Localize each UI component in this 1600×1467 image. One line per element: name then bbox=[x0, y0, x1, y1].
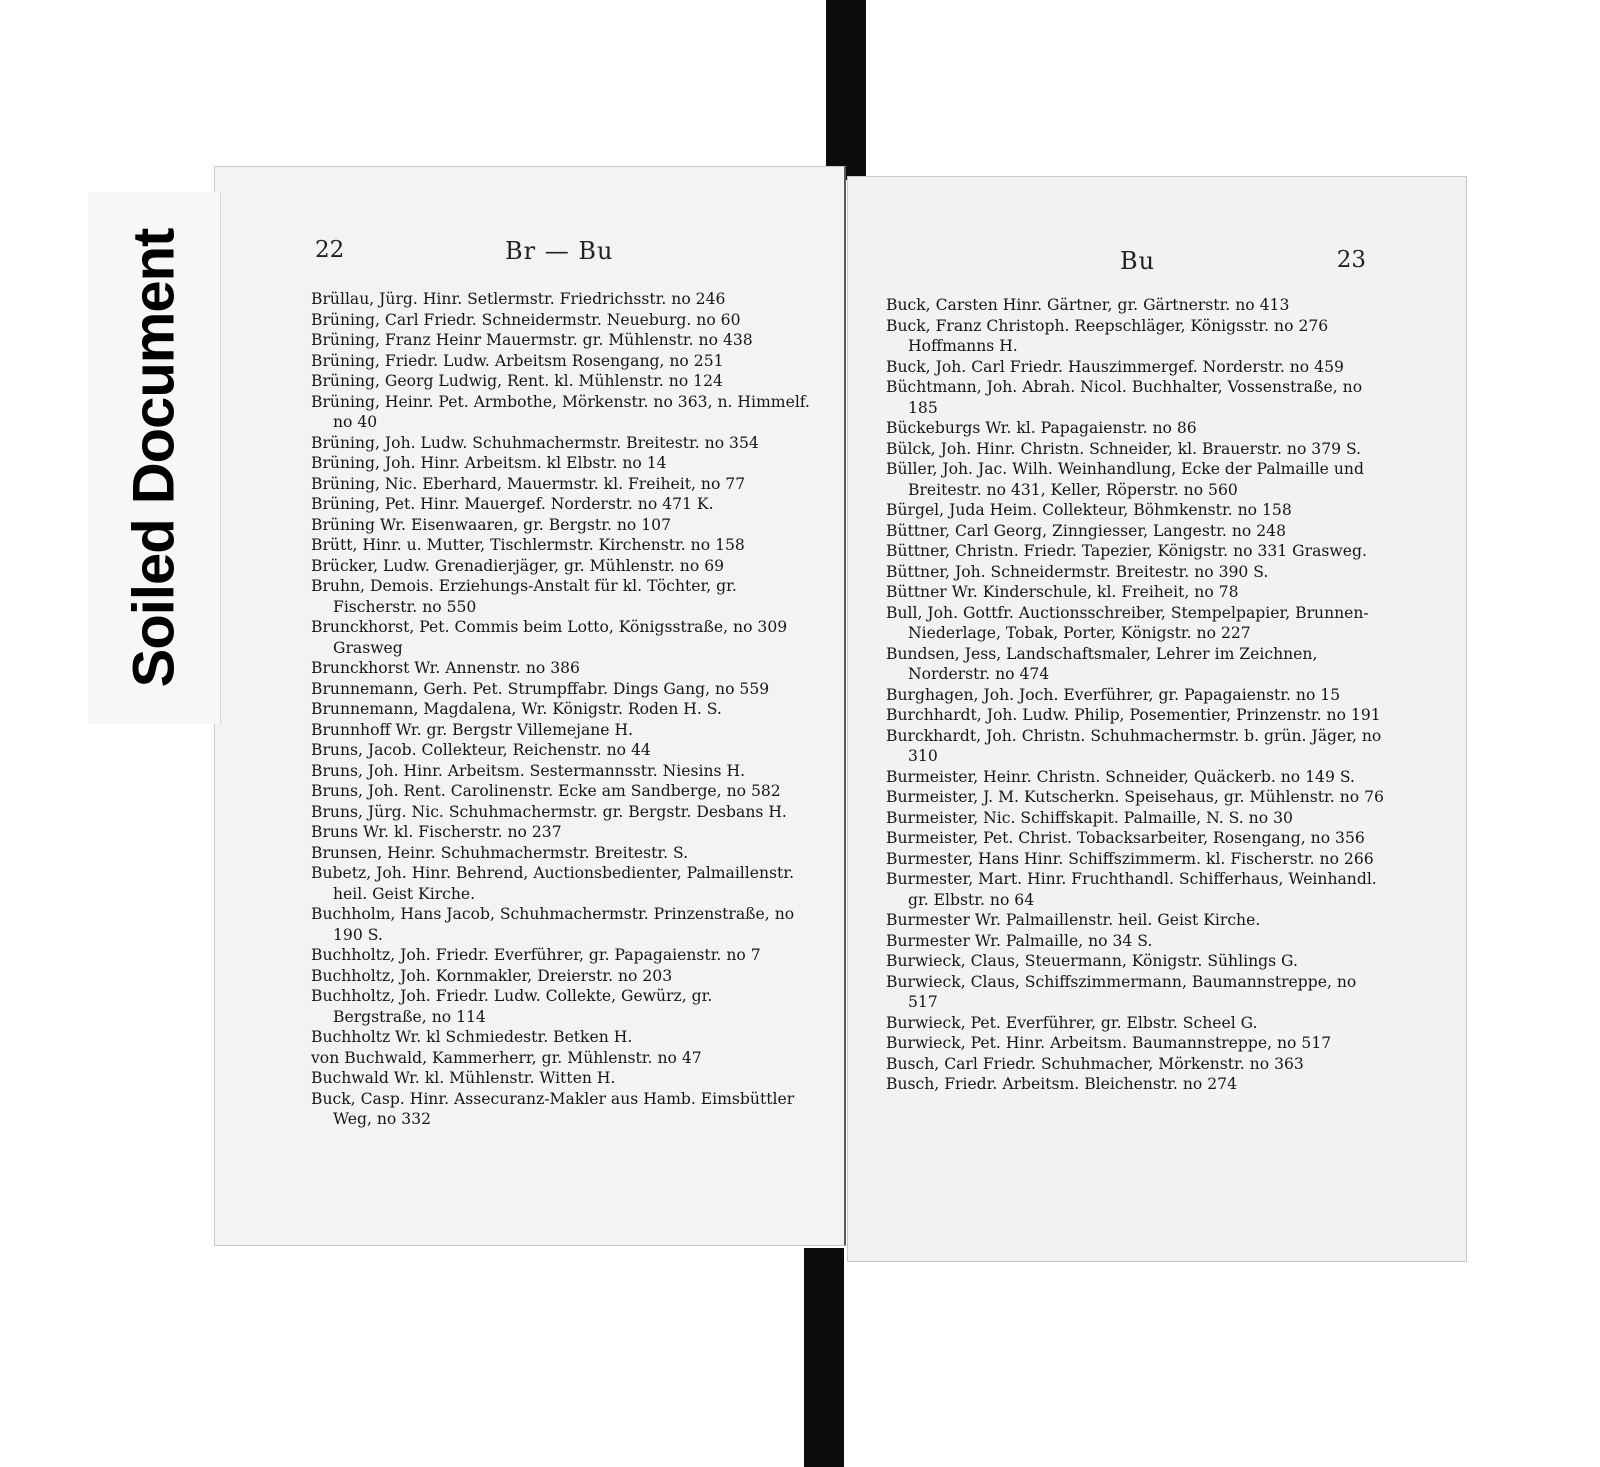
directory-entry: Burwieck, Pet. Everführer, gr. Elbstr. Scheel G. bbox=[886, 1013, 1258, 1032]
directory-entry: Brüning, Franz Heinr Mauermstr. gr. Mühlenstr. no 438 bbox=[311, 331, 753, 349]
directory-entry: Brüning, Heinr. Pet. Armbothe, Mörkenstr. no 363, n. Himmelf. no 40 bbox=[311, 392, 810, 431]
directory-entry: Burmeister, Pet. Christ. Tobacksarbeiter, Rosengang, no 356 bbox=[886, 829, 1365, 847]
directory-entry: Brüning, Friedr. Ludw. Arbeitsm Rosengang, no 251 bbox=[311, 351, 724, 370]
directory-entry: Buck, Carsten Hinr. Gärtner, gr. Gärtnerstr. no 413 bbox=[886, 296, 1290, 314]
directory-entry: Brüning, Pet. Hinr. Mauergef. Norderstr. no 471 K. bbox=[311, 495, 714, 513]
directory-entry: Büttner, Carl Georg, Zinngiesser, Langestr. no 248 bbox=[886, 521, 1286, 540]
directory-entry: Buck, Joh. Carl Friedr. Hauszimmergef. Norderstr. no 459 bbox=[886, 357, 1344, 376]
left-page bbox=[214, 166, 846, 1246]
running-head: Bu bbox=[1120, 247, 1156, 275]
directory-entry: Burmester, Hans Hinr. Schiffszimmerm. kl. Fischerstr. no 266 bbox=[886, 849, 1374, 868]
directory-entry: Burmeister, Heinr. Christn. Schneider, Quäckerb. no 149 S. bbox=[886, 767, 1355, 786]
directory-entry: Büttner Wr. Kinderschule, kl. Freiheit, no 78 bbox=[886, 583, 1239, 601]
left-page-header bbox=[215, 237, 844, 277]
binding-spine-bottom bbox=[804, 1248, 844, 1467]
directory-entry: Burwieck, Claus, Steuermann, Königstr. Sühlings G. bbox=[886, 952, 1298, 970]
directory-entry: Bülck, Joh. Hinr. Christn. Schneider, kl. Brauerstr. no 379 S. bbox=[886, 439, 1362, 458]
directory-entry: Burghagen, Joh. Joch. Everführer, gr. Papagaienstr. no 15 bbox=[886, 685, 1341, 704]
directory-entry: Brüning, Joh. Hinr. Arbeitsm. kl Elbstr. no 14 bbox=[311, 454, 667, 472]
directory-entry: Bruns, Jürg. Nic. Schuhmachermstr. gr. Bergstr. Desbans H. bbox=[311, 802, 787, 821]
directory-entry: Busch, Carl Friedr. Schuhmacher, Mörkenstr. no 363 bbox=[886, 1054, 1304, 1073]
directory-entry: Buchholm, Hans Jacob, Schuhmachermstr. Prinzenstraße, no 190 S. bbox=[311, 905, 795, 944]
directory-entry: Brunnhoff Wr. gr. Bergstr Villemejane H. bbox=[311, 720, 634, 739]
directory-entry: von Buchwald, Kammerherr, gr. Mühlenstr. no 47 bbox=[311, 1048, 702, 1067]
directory-entry: Bruns, Joh. Rent. Carolinenstr. Ecke am Sandberge, no 582 bbox=[311, 782, 781, 800]
directory-entry: Bruns, Joh. Hinr. Arbeitsm. Sestermannsstr. Niesins H. bbox=[311, 761, 746, 780]
directory-entry: Burmester Wr. Palmaillenstr. heil. Geist Kirche. bbox=[886, 911, 1261, 929]
directory-entry: Buck, Casp. Hinr. Assecuranz-Makler aus Hamb. Eimsbüttler Weg, no 332 bbox=[311, 1089, 795, 1128]
directory-entry: Burwieck, Pet. Hinr. Arbeitsm. Baumannstreppe, no 517 bbox=[886, 1034, 1332, 1052]
page-number: 22 bbox=[315, 237, 345, 263]
directory-entry: Busch, Friedr. Arbeitsm. Bleichenstr. no 274 bbox=[886, 1075, 1237, 1093]
directory-entry: Brüning, Carl Friedr. Schneidermstr. Neueburg. no 60 bbox=[311, 310, 741, 329]
directory-entry: Burckhardt, Joh. Christn. Schuhmachermstr. b. grün. Jäger, no 310 bbox=[886, 726, 1382, 765]
directory-entry: Brütt, Hinr. u. Mutter, Tischlermstr. Kirchenstr. no 158 bbox=[311, 536, 745, 554]
directory-entry: Bückeburgs Wr. kl. Papagaienstr. no 86 bbox=[886, 419, 1197, 437]
binding-spine-top bbox=[826, 0, 866, 180]
directory-entry: Bürgel, Juda Heim. Collekteur, Böhmkenstr. no 158 bbox=[886, 501, 1292, 519]
directory-entry: Bruns Wr. kl. Fischerstr. no 237 bbox=[311, 823, 562, 841]
directory-entry: Bubetz, Joh. Hinr. Behrend, Auctionsbedienter, Palmaillenstr. heil. Geist Kirche. bbox=[311, 864, 795, 903]
directory-entry: Burchhardt, Joh. Ludw. Philip, Posementier, Prinzenstr. no 191 bbox=[886, 706, 1381, 724]
directory-entry: Brüning, Georg Ludwig, Rent. kl. Mühlenstr. no 124 bbox=[311, 372, 723, 390]
directory-entry: Brüning, Joh. Ludw. Schuhmachermstr. Breitestr. no 354 bbox=[311, 433, 759, 452]
directory-entry: Burmeister, J. M. Kutscherkn. Speisehaus, gr. Mühlenstr. no 76 bbox=[886, 788, 1384, 806]
directory-entry: Bruhn, Demois. Erziehungs-Anstalt für kl. Töchter, gr. Fischerstr. no 550 bbox=[311, 577, 737, 616]
directory-entry: Brunnemann, Magdalena, Wr. Königstr. Roden H. S. bbox=[311, 700, 722, 718]
right-page-header bbox=[848, 247, 1466, 287]
directory-entry: Buchholtz, Joh. Kornmakler, Dreierstr. no 203 bbox=[311, 966, 673, 985]
directory-entry: Brunckhorst Wr. Annenstr. no 386 bbox=[311, 659, 580, 677]
directory-entry: Burmester, Mart. Hinr. Fruchthandl. Schifferhaus, Weinhandl. gr. Elbstr. no 64 bbox=[886, 870, 1377, 909]
directory-entry: Büttner, Christn. Friedr. Tapezier, Königstr. no 331 Grasweg. bbox=[886, 542, 1367, 560]
directory-entry: Büttner, Joh. Schneidermstr. Breitestr. no 390 S. bbox=[886, 562, 1269, 581]
directory-entry: Burmeister, Nic. Schiffskapit. Palmaille, N. S. no 30 bbox=[886, 808, 1293, 827]
directory-entry: Buchwald Wr. kl. Mühlenstr. Witten H. bbox=[311, 1069, 616, 1087]
directory-entry: Burmester Wr. Palmaille, no 34 S. bbox=[886, 931, 1153, 950]
directory-entry: Bruns, Jacob. Collekteur, Reichenstr. no 44 bbox=[311, 741, 651, 759]
entry-list bbox=[886, 295, 1386, 1095]
condition-label: Soiled Document bbox=[121, 228, 187, 688]
running-head: Br — Bu bbox=[505, 237, 614, 265]
directory-entry: Buchholtz, Joh. Friedr. Ludw. Collekte, Gewürz, gr. Bergstraße, no 114 bbox=[311, 987, 713, 1026]
directory-entry: Buchholtz, Joh. Friedr. Everführer, gr. Papagaienstr. no 7 bbox=[311, 946, 761, 964]
directory-entry: Buck, Franz Christoph. Reepschläger, Königsstr. no 276 Hoffmanns H. bbox=[886, 316, 1329, 355]
directory-entry: Büchtmann, Joh. Abrah. Nicol. Buchhalter, Vossenstraße, no 185 bbox=[886, 378, 1363, 417]
directory-entry: Brücker, Ludw. Grenadierjäger, gr. Mühlenstr. no 69 bbox=[311, 556, 725, 575]
right-page bbox=[847, 176, 1467, 1262]
page-number: 23 bbox=[1336, 247, 1366, 273]
directory-entry: Brüllau, Jürg. Hinr. Setlermstr. Friedrichsstr. no 246 bbox=[311, 290, 726, 308]
directory-entry: Brüning, Nic. Eberhard, Mauermstr. kl. Freiheit, no 77 bbox=[311, 474, 746, 493]
directory-entry: Brunsen, Heinr. Schuhmachermstr. Breitestr. S. bbox=[311, 843, 689, 862]
directory-entry: Bull, Joh. Gottfr. Auctionsschreiber, Stempelpapier, Brunnen-Niederlage, Tobak, Porter, Königstr. no 227 bbox=[886, 603, 1369, 642]
directory-entry: Büller, Joh. Jac. Wilh. Weinhandlung, Ecke der Palmaille und Breitestr. no 431, Keller, Röperstr. no 560 bbox=[886, 460, 1364, 499]
directory-entry: Brunnemann, Gerh. Pet. Strumpffabr. Dings Gang, no 559 bbox=[311, 679, 770, 698]
directory-entry: Brüning Wr. Eisenwaaren, gr. Bergstr. no 107 bbox=[311, 515, 672, 534]
directory-entry: Bundsen, Jess, Landschaftsmaler, Lehrer im Zeichnen, Norderstr. no 474 bbox=[886, 644, 1318, 683]
directory-entry: Burwieck, Claus, Schiffszimmermann, Baumannstreppe, no 517 bbox=[886, 972, 1357, 1011]
directory-entry: Brunckhorst, Pet. Commis beim Lotto, Königsstraße, no 309 Grasweg bbox=[311, 618, 788, 657]
entry-list bbox=[311, 289, 811, 1130]
directory-entry: Buchholtz Wr. kl Schmiedestr. Betken H. bbox=[311, 1028, 633, 1046]
